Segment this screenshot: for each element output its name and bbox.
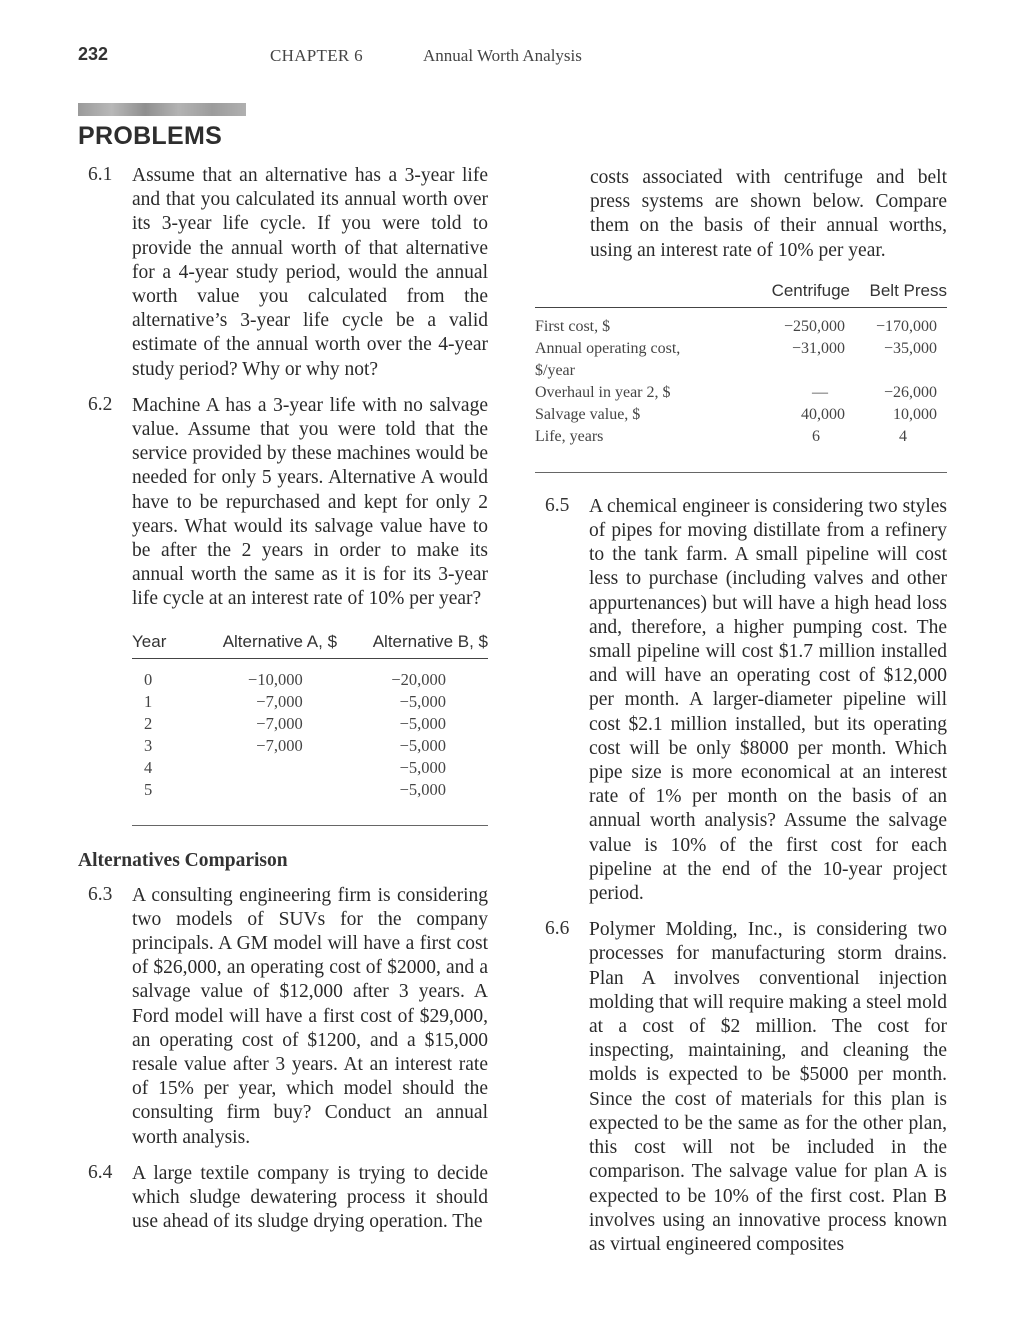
table-cell: Overhaul in year 2, $ — [535, 383, 671, 401]
table-cell: −20,000 — [391, 669, 446, 689]
table-cell: 3 — [144, 735, 153, 755]
page-number: 232 — [78, 44, 109, 64]
running-head-title: Annual Worth Analysis — [423, 46, 582, 65]
problem-6-4 — [78, 1162, 488, 1235]
table-cell: Life, years — [535, 428, 725, 473]
table-cell: Annual operating cost, — [535, 339, 681, 357]
problem-text: A large textile company is trying to decide which sludge dewatering process it should use ahead of its sludge drying operation. The — [132, 1162, 488, 1233]
problem-text: Polymer Molding, Inc., is considering two processes for manufacturing storm drains. Plan A involves conventional injection molding that will require making a steel mold at a cost of $2 million. The cost for inspecting, maintaining, and cleaning the molds is expected to be $5000 per month. Since the cost of materials for this plan is expected to be the same as for the other plan, this cost will not be included in the comparison. The salvage value for plan A is expected to be 10% of the first cost. Plan B involves using an innovative process known as virtual engineered composites — [589, 919, 947, 1255]
table-cell: −35,000 — [883, 339, 937, 357]
problem-6-3 — [78, 884, 488, 1150]
table-cell — [187, 757, 373, 779]
problem-6-6 — [535, 918, 947, 1257]
table-cell — [725, 362, 850, 384]
table-cell: −250,000 — [783, 317, 845, 335]
problem-text: Machine A has a 3-year life with no salvage value. Assume that you were told that the service provided by these machines would be needed for only 5 years. Alternative A would have to be repurchased and kept for only 2 years. What would its salvage value have to be after the 2 years in order to make its annual worth the same as it is for its 3-year life cycle at an interest rate of 10% per year? — [132, 394, 488, 610]
problem-6-1 — [78, 164, 488, 382]
table-row — [132, 691, 488, 713]
table-row — [132, 713, 488, 735]
table-cell: −26,000 — [883, 383, 937, 401]
table-cell: −5,000 — [399, 757, 446, 777]
table-cell: — — [812, 383, 828, 401]
column-header-alt-b: Alternative B, $ — [373, 626, 488, 659]
table-cell: 5 — [132, 779, 187, 826]
problem-text: A consulting engineering firm is considering two models of SUVs for the company principals. A GM model will have a first cost of $26,000, an operating cost of $2000, and a salvage value of $12,000 after 3 years. A Ford model will have a first cost of $29,000, an operating cost of $1200, and a $15,000 resale value after 3 years. At an interest rate of 15% per year, which model should the consulting firm buy? Conduct an annual worth analysis. — [132, 884, 488, 1148]
table-row — [132, 658, 488, 691]
problem-6-5 — [535, 495, 947, 906]
table-row — [535, 307, 947, 340]
problem-number: 6.5 — [545, 494, 570, 516]
column-header-belt-press: Belt Press — [850, 275, 947, 308]
right-column — [535, 166, 947, 1257]
table-cell: −31,000 — [791, 339, 845, 357]
table-cell: −7,000 — [256, 691, 303, 711]
table-cell: 2 — [144, 713, 153, 733]
table-row — [535, 362, 947, 384]
table-cell: −5,000 — [373, 779, 488, 826]
table-cell: 6 — [725, 428, 850, 473]
table-row — [132, 779, 488, 826]
subsection-heading: Alternatives Comparison — [78, 849, 288, 871]
table-cell: 0 — [144, 669, 153, 689]
table-cell: −7,000 — [256, 735, 303, 755]
table-row — [535, 340, 947, 362]
table-row — [535, 428, 947, 473]
table-cell: 10,000 — [893, 405, 937, 423]
column-header-blank — [535, 275, 725, 308]
problem-number: 6.4 — [88, 1161, 113, 1183]
table-header-row — [132, 626, 488, 659]
table-cell — [187, 779, 373, 826]
table-row — [132, 735, 488, 757]
table-cell: First cost, $ — [535, 317, 611, 335]
problem-6-4-continued: costs associated with centrifuge and belt press systems are shown below. Compare them on the basis of their annual worths, using an interest rate of 10% per year. — [590, 167, 947, 261]
problem-text: A chemical engineer is considering two styles of pipes for moving distillate from a refinery to the tank farm. A small pipeline will cost less to purchase (including valves and other appurtenances) but will have a high head loss and, therefore, a higher pumping cost. The small pipeline will cost $1.7 million installed and will have an operating cost of $12,000 per month. A larger-diameter pipeline will cost $2.1 million installed, but its operating cost will be only $8000 per month. Which pipe size is more economical at an interest rate of 1% per month on the basis of an annual worth analysis? Assume the salvage value is 10% of the first cost for each pipeline at the end of the 10-year project period. — [589, 495, 947, 905]
table-cell: −170,000 — [875, 317, 937, 335]
table-cell: $/year — [535, 361, 575, 379]
table-cell — [850, 362, 947, 384]
section-heading: PROBLEMS — [78, 122, 223, 150]
table-cell: −7,000 — [256, 713, 303, 733]
running-head-chapter: CHAPTER 6 — [270, 46, 363, 65]
problem-text: Assume that an alternative has a 3-year life and that you calculated its annual worth over its 3-year life cycle. If you were told to provide the annual worth of that alternative for a 4-year study period, would the annual worth value you calculated from the alternative’s 3-year life cycle be a valid estimate of the annual worth over the 4-year study period? Why or why not? — [132, 165, 488, 380]
problem-number: 6.3 — [88, 883, 113, 905]
table-cell: 4 — [850, 428, 947, 473]
table-cell: Salvage value, $ — [535, 405, 641, 423]
table-cell: 1 — [144, 691, 153, 711]
table-cell: −10,000 — [248, 669, 303, 689]
dewatering-cost-table — [535, 275, 947, 473]
table-row — [535, 384, 947, 406]
column-header-centrifuge: Centrifuge — [725, 275, 850, 308]
table-cell: −5,000 — [399, 691, 446, 711]
left-column — [78, 164, 488, 1235]
table-cell: −5,000 — [399, 735, 446, 755]
problem-number: 6.6 — [545, 918, 570, 940]
section-decor-bar — [78, 103, 246, 116]
problem-6-2 — [78, 394, 488, 612]
table-row — [535, 406, 947, 428]
table-cell: 40,000 — [801, 405, 845, 423]
column-header-year: Year — [132, 626, 187, 659]
column-header-alt-a: Alternative A, $ — [187, 626, 373, 659]
table-row — [132, 757, 488, 779]
table-cell: −5,000 — [399, 713, 446, 733]
table-header-row — [535, 275, 947, 308]
problem-number: 6.2 — [88, 393, 113, 415]
table-cell: 4 — [144, 757, 153, 777]
alternatives-cashflow-table — [132, 626, 488, 826]
problem-number: 6.1 — [88, 164, 113, 185]
